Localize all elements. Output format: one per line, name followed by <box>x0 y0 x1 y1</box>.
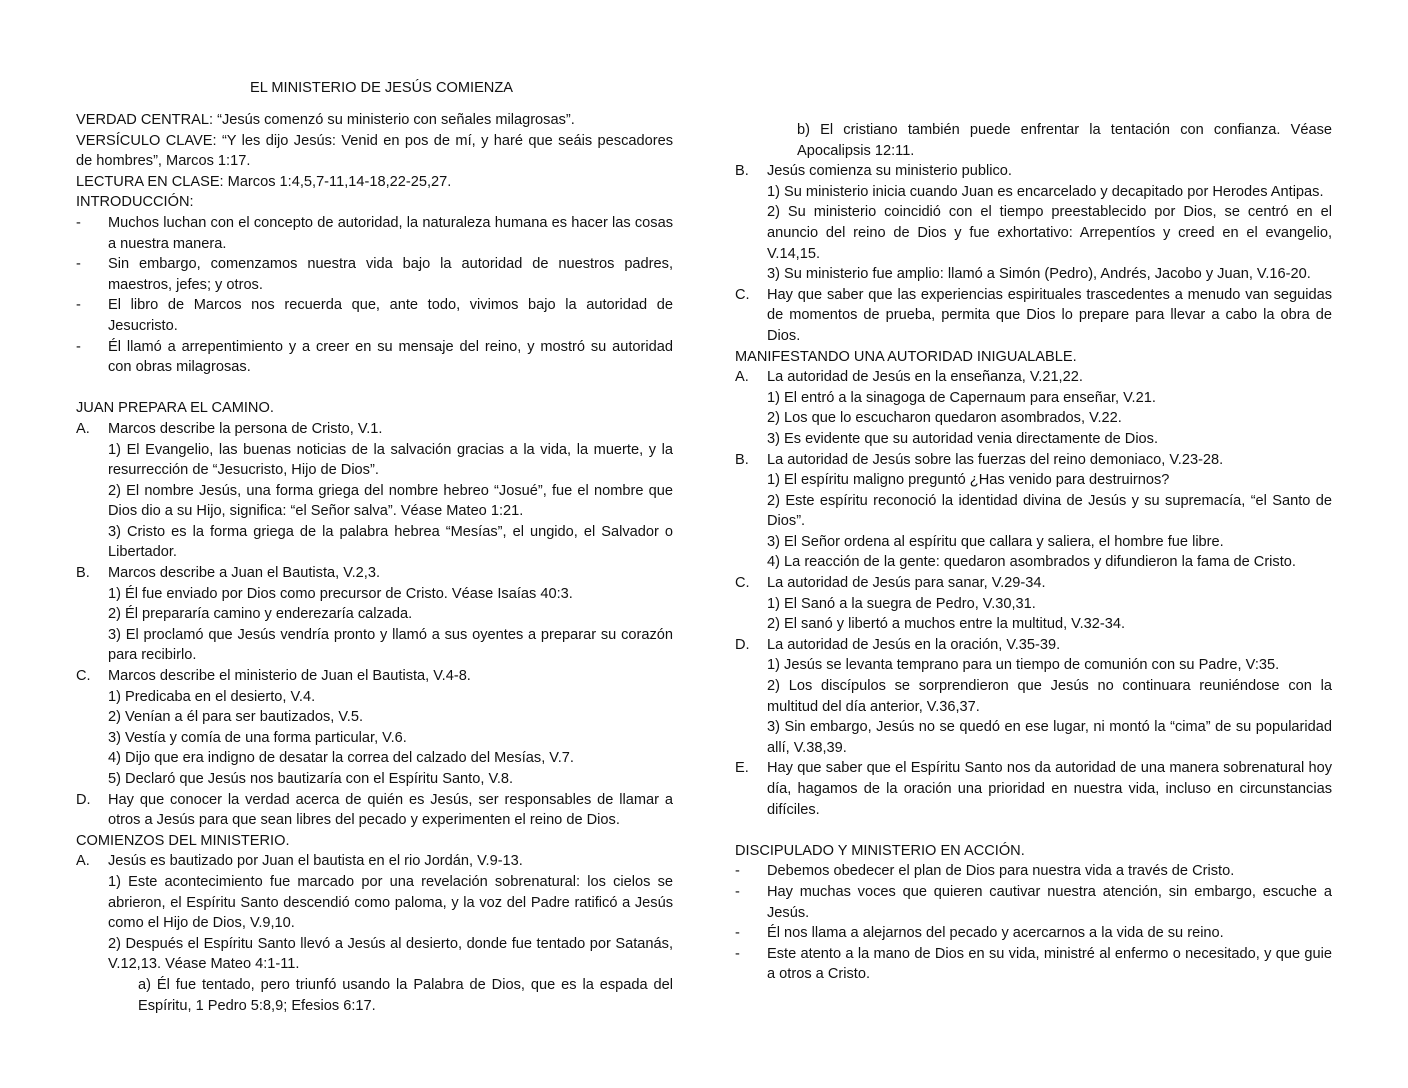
sub-point: 2) El nombre Jesús, una forma griega del nombre hebreo “Josué”, fue el nombre que Dios dio a su Hijo, significa: “el Señor salva”. Véase Mateo 1:21. <box>108 482 673 520</box>
outline-item <box>735 450 1332 471</box>
outline-marker: D. <box>76 791 91 808</box>
outline-text: Marcos describe el ministerio de Juan el Bautista, V.4-8. <box>108 668 471 685</box>
key-verse: VERSÍCULO CLAVE: “Y les dijo Jesús: Venid en pos de mí, y haré que seáis pescadores de hombres”, Marcos 1:17. <box>76 132 673 170</box>
right-column <box>735 120 1332 985</box>
outline-text: Jesús es bautizado por Juan el bautista en el rio Jordán, V.9-13. <box>108 853 523 870</box>
outline-marker: C. <box>76 668 91 685</box>
introduction-heading: INTRODUCCIÓN: <box>76 194 194 211</box>
sub-point: 1) Predicaba en el desierto, V.4. <box>108 688 316 705</box>
bullet-dash: - <box>76 256 81 273</box>
list-item <box>735 882 1332 923</box>
outline-item <box>76 790 673 831</box>
intro-item: Sin embargo, comenzamos nuestra vida bajo la autoridad de nuestros padres, maestros, jefes; y otros. <box>108 256 673 293</box>
list-item <box>76 295 673 336</box>
outline-text: La autoridad de Jesús sobre las fuerzas del reino demoniaco, V.23-28. <box>767 451 1224 468</box>
sub-point: 3) El Señor ordena al espíritu que callara y saliera, el hombre fue libre. <box>767 533 1224 550</box>
intro-item: Él llamó a arrepentimiento y a creer en su mensaje del reino, y mostró su autoridad con obras milagrosas. <box>108 338 673 376</box>
sub-point: 1) El Sanó a la suegra de Pedro, V.30,31. <box>767 595 1036 612</box>
bullet-dash: - <box>76 338 81 355</box>
outline-marker: C. <box>735 286 750 303</box>
bullet-dash: - <box>735 863 740 880</box>
list-item <box>735 944 1332 985</box>
bullet-dash: - <box>76 297 81 314</box>
outline-marker: A. <box>76 853 90 870</box>
sub-point: 1) El entró a la sinagoga de Capernaum para enseñar, V.21. <box>767 389 1156 406</box>
outline-marker: D. <box>735 636 750 653</box>
sub-point: 2) Después el Espíritu Santo llevó a Jesús al desierto, donde fue tentado por Satanás, V.12,13. Véase Mateo 4:1-11. <box>108 935 673 973</box>
outline-item <box>735 367 1332 388</box>
outline-item <box>735 285 1332 347</box>
sub-point: 2) Este espíritu reconoció la identidad divina de Jesús y su supremacía, “el Santo de Dios”. <box>767 492 1332 530</box>
discipleship-item: Debemos obedecer el plan de Dios para nuestra vida a través de Cristo. <box>767 863 1235 880</box>
discipleship-item: Este atento a la mano de Dios en su vida, ministré al enfermo o necesitado, y que guie a otros a Cristo. <box>767 945 1332 983</box>
sub-point: 2) Los que lo escucharon quedaron asombrados, V.22. <box>767 410 1122 427</box>
outline-marker: B. <box>735 451 749 468</box>
central-truth: VERDAD CENTRAL: “Jesús comenzó su ministerio con señales milagrosas”. <box>76 112 575 128</box>
outline-marker: A. <box>735 369 749 386</box>
outline-marker: B. <box>76 565 90 582</box>
sub-point: 4) La reacción de la gente: quedaron asombrados y difundieron la fama de Cristo. <box>767 554 1296 571</box>
outline-marker: E. <box>735 760 749 777</box>
outline-item <box>76 563 673 584</box>
sub-point: 5) Declaró que Jesús nos bautizaría con el Espíritu Santo, V.8. <box>108 771 514 787</box>
list-item <box>76 254 673 295</box>
sub-point: 2) El sanó y libertó a muchos entre la multitud, V.32-34. <box>767 616 1126 633</box>
sub-point: 3) Cristo es la forma griega de la palabra hebrea “Mesías”, el ungido, el Salvador o Libertador. <box>108 523 673 561</box>
bullet-dash: - <box>735 945 740 962</box>
section-heading: MANIFESTANDO UNA AUTORIDAD INIGUALABLE. <box>735 348 1077 365</box>
sub-point: 3) Es evidente que su autoridad venia directamente de Dios. <box>767 430 1159 447</box>
sub-point: 2) Su ministerio coincidió con el tiempo preestablecido por Dios, se centró en el anuncio del reino de Dios y fue exhortativo: Arrepentíos y creed en el evangelio, V.14,15. <box>767 204 1332 262</box>
outline-item <box>735 758 1332 820</box>
sub-sub-point: a) Él fue tentado, pero triunfó usando la Palabra de Dios, que es la espada del Espíritu, 1 Pedro 5:8,9; Efesios 6:17. <box>138 976 673 1014</box>
outline-text: Marcos describe la persona de Cristo, V.1. <box>108 420 383 437</box>
sub-point: 2) Él prepararía camino y enderezaría calzada. <box>108 606 413 623</box>
intro-item: El libro de Marcos nos recuerda que, ante todo, vivimos bajo la autoridad de Jesucristo. <box>108 297 673 334</box>
sub-point: 3) Vestía y comía de una forma particular, V.6. <box>108 729 407 746</box>
bullet-dash: - <box>76 214 81 231</box>
sub-point: 1) Su ministerio inicia cuando Juan es encarcelado y decapitado por Herodes Antipas. <box>767 183 1324 200</box>
discipleship-item: Hay muchas voces que quieren cautivar nuestra atención, sin embargo, escuche a Jesús. <box>767 883 1332 921</box>
sub-point: 3) El proclamó que Jesús vendría pronto y llamó a sus oyentes a preparar su corazón para recibirlo. <box>108 626 673 664</box>
class-reading: LECTURA EN CLASE: Marcos 1:4,5,7-11,14-18,22-25,27. <box>76 173 452 190</box>
outline-text: Marcos describe a Juan el Bautista, V.2,3. <box>108 565 381 582</box>
outline-text: La autoridad de Jesús en la enseñanza, V.21,22. <box>767 369 1083 386</box>
outline-text: Hay que conocer la verdad acerca de quién es Jesús, ser responsables de llamar a otros a Jesús para que sean libres del pecado y experimenten el reino de Dios. <box>108 791 673 829</box>
sub-point: 1) Este acontecimiento fue marcado por una revelación sobrenatural: los cielos se abrieron, el Espíritu Santo descendió como paloma, y la voz del Padre ratificó a Jesús como el Hijo de Dios, V.9,10. <box>108 873 673 932</box>
outline-text: Hay que saber que las experiencias espirituales trascedentes a menudo van seguidas de momentos de prueba, permita que Dios lo prepare para llevar a cabo la obra de Dios. <box>767 286 1332 344</box>
outline-text: Jesús comienza su ministerio publico. <box>767 163 1012 180</box>
sub-point: 1) Él fue enviado por Dios como precursor de Cristo. Véase Isaías 40:3. <box>108 585 573 602</box>
sub-point: 3) Su ministerio fue amplio: llamó a Simón (Pedro), Andrés, Jacobo y Juan, V.16-20. <box>767 266 1311 283</box>
outline-item <box>735 161 1332 182</box>
bullet-dash: - <box>735 883 740 900</box>
outline-item <box>735 635 1332 656</box>
sub-point: 2) Los discípulos se sorprendieron que Jesús no continuara reuniéndose con la multitud del día anterior, V.36,37. <box>767 678 1332 715</box>
outline-item <box>76 666 673 687</box>
outline-text: Hay que saber que el Espíritu Santo nos da autoridad de una manera sobrenatural hoy día, hagamos de la oración una prioridad en nuestra vida, incluso en circunstancias difíciles. <box>767 760 1332 818</box>
outline-marker: C. <box>735 575 750 592</box>
outline-marker: B. <box>735 163 749 180</box>
section-heading: JUAN PREPARA EL CAMINO. <box>76 400 274 417</box>
list-item <box>735 923 1332 944</box>
sub-point: 3) Sin embargo, Jesús no se quedó en ese lugar, ni montó la “cima” de su popularidad allí, V.38,39. <box>767 719 1332 756</box>
sub-point: 1) Jesús se levanta temprano para un tiempo de comunión con su Padre, V:35. <box>767 657 1280 674</box>
list-item <box>735 861 1332 882</box>
outline-item <box>76 419 673 440</box>
list-item <box>76 213 673 254</box>
section-heading: COMIENZOS DEL MINISTERIO. <box>76 832 290 849</box>
sub-point: 4) Dijo que era indigno de desatar la correa del calzado del Mesías, V.7. <box>108 750 574 767</box>
sub-point: 2) Venían a él para ser bautizados, V.5. <box>108 709 364 726</box>
outline-marker: A. <box>76 420 90 437</box>
outline-item <box>735 573 1332 594</box>
outline-text: La autoridad de Jesús en la oración, V.35-39. <box>767 636 1061 653</box>
outline-item <box>76 851 673 872</box>
intro-item: Muchos luchan con el concepto de autoridad, la naturaleza humana es hacer las cosas a nuestra manera. <box>108 214 673 252</box>
left-column <box>76 110 673 1016</box>
section-heading: DISCIPULADO Y MINISTERIO EN ACCIÓN. <box>735 842 1025 859</box>
page-title: EL MINISTERIO DE JESÚS COMIENZA <box>250 80 513 96</box>
discipleship-item: Él nos llama a alejarnos del pecado y acercarnos a la vida de su reino. <box>767 925 1224 942</box>
sub-point: 1) El espíritu maligno preguntó ¿Has venido para destruirnos? <box>767 472 1170 489</box>
bullet-dash: - <box>735 925 740 942</box>
list-item <box>76 337 673 378</box>
sub-point: 1) El Evangelio, las buenas noticias de la salvación gracias a la vida, la muerte, y la resurrección de “Jesucristo, Hijo de Dios”. <box>108 441 673 479</box>
sub-sub-point: b) El cristiano también puede enfrentar la tentación con confianza. Véase Apocalipsis 12:11. <box>797 122 1332 159</box>
outline-text: La autoridad de Jesús para sanar, V.29-34. <box>767 575 1046 592</box>
